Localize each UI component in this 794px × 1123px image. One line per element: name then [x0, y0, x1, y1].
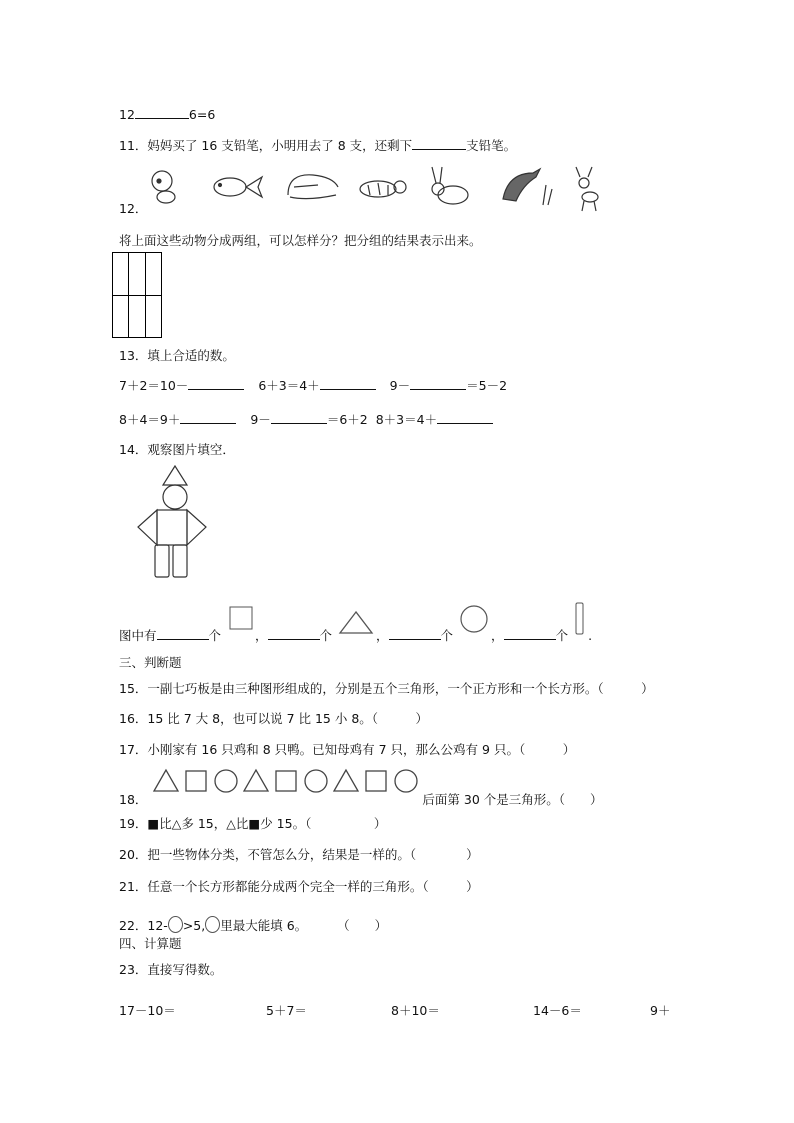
rectangle-icon — [572, 626, 588, 640]
triangle-icon — [334, 770, 358, 791]
q11-number: 11． — [119, 138, 148, 153]
unit: 个 — [555, 628, 569, 643]
filled-square-icon: ■ — [248, 816, 261, 831]
calc-item: 14－6＝ — [533, 1003, 582, 1018]
unit: 个 — [208, 628, 222, 643]
right-leg-rectangle — [173, 545, 187, 577]
comma: ， — [376, 628, 389, 643]
q12-number: 12． — [119, 201, 148, 216]
animal-pictures — [148, 165, 608, 215]
right-arm-triangle — [187, 510, 206, 545]
q13-row-2 — [119, 410, 493, 428]
shape-figure — [130, 463, 230, 583]
dolphin-icon — [503, 169, 552, 205]
circle-icon — [215, 770, 237, 792]
section-judgment-title: 三、判断题 — [119, 655, 182, 670]
triangle-icon — [154, 770, 178, 791]
grouping-grid[interactable] — [112, 252, 162, 338]
eq-text: 9－ — [389, 378, 411, 393]
section-calc-title: 四、计算题 — [119, 936, 182, 951]
q22-text: 里最大能填 6。 — [220, 918, 308, 933]
unit: 个 — [440, 628, 454, 643]
q19-number: 19． — [119, 816, 148, 831]
triangle-icon — [336, 626, 376, 640]
monkey-icon — [152, 171, 175, 203]
lead-text: 图中有 — [119, 628, 157, 643]
calc-item: 8＋10＝ — [391, 1003, 440, 1018]
q10-blank[interactable] — [135, 106, 189, 119]
period: . — [588, 628, 593, 643]
q10-left: 12 — [119, 107, 135, 122]
triangle-count-blank[interactable] — [268, 627, 320, 640]
text: 比 — [159, 816, 172, 831]
eq-text: 9－ — [250, 412, 271, 427]
eq-text: ＝5－2 — [466, 378, 508, 393]
hat-triangle — [163, 466, 187, 485]
eq-text: 8＋3＝4＋ — [375, 412, 438, 427]
text: 比 — [235, 816, 249, 831]
shape-pattern — [147, 790, 422, 804]
fish-icon — [214, 177, 262, 197]
question-15: 15．一副七巧板是由三种图形组成的，分别是五个三角形，一个正方形和一个长方形。（ ） — [119, 681, 654, 696]
question-16: 16．15 比 7 大 8，也可以说 7 比 15 小 8。（ ） — [119, 711, 429, 726]
filled-square-icon: ■ — [147, 816, 160, 831]
q13-row-1 — [119, 376, 507, 394]
circle-count-blank[interactable] — [389, 627, 441, 640]
eq-text: 8＋4＝9＋ — [119, 412, 181, 427]
question-17: 17．小刚家有 16 只鸡和 8 只鸭。已知母鸡有 7 只，那么公鸡有 9 只。（ ） — [119, 742, 576, 757]
q10-right: 6=6 — [188, 107, 216, 122]
shrimp-icon — [288, 175, 338, 199]
question-20: 20．把一些物体分类，不管怎么分，结果是一样的。（ ） — [119, 847, 479, 862]
q18-number: 18． — [119, 792, 148, 807]
text: 少 15。（ ） — [260, 816, 387, 831]
eq-text: 7＋2＝10－ — [119, 378, 189, 393]
rectangle-count-blank[interactable] — [504, 627, 556, 640]
square-count-blank[interactable] — [157, 627, 209, 640]
head-circle — [163, 485, 187, 509]
left-arm-triangle — [138, 510, 157, 545]
triangle-icon: △ — [171, 816, 182, 831]
rabbit-icon — [432, 167, 468, 204]
text: 多 15， — [181, 816, 227, 831]
circle-icon — [168, 916, 183, 933]
square-icon — [366, 771, 386, 791]
circle-icon — [305, 770, 327, 792]
q12-prompt: 将上面这些动物分成两组，可以怎样分？把分组的结果表示出来。 — [119, 233, 482, 248]
q22-text: 22．12- — [119, 918, 168, 933]
square-icon — [186, 771, 206, 791]
question-18 — [119, 790, 603, 808]
q10-tail — [119, 106, 215, 122]
answer-blank[interactable] — [180, 411, 236, 424]
calc-item: 5＋7＝ — [266, 1003, 307, 1018]
answer-blank[interactable] — [188, 377, 244, 390]
question-19 — [119, 814, 386, 832]
q13-title: 13．填上合适的数。 — [119, 348, 235, 363]
eq-text: 6＋3＝4＋ — [258, 378, 320, 393]
comma: ， — [255, 628, 268, 643]
triangle-icon — [244, 770, 268, 791]
q18-text: 后面第 30 个是三角形。（ ） — [422, 792, 603, 807]
tiger-icon — [360, 181, 406, 197]
circle-icon — [205, 916, 220, 933]
q11-text-end: 支铅笔。 — [466, 138, 517, 153]
square-icon — [276, 771, 296, 791]
q14-fill — [119, 626, 592, 644]
answer-blank[interactable] — [271, 411, 327, 424]
q14-title: 14．观察图片填空． — [119, 442, 235, 457]
triangle-icon: △ — [226, 816, 236, 831]
answer-blank[interactable] — [437, 411, 493, 424]
square-icon — [225, 626, 255, 640]
body-square — [157, 510, 187, 545]
circle-icon — [457, 626, 491, 640]
eq-text: ＝6＋2 — [326, 412, 368, 427]
deer-icon — [576, 167, 598, 211]
q22-paren: （ ） — [337, 918, 388, 933]
q11-text: 妈妈买了 16 支铅笔，小明用去了 8 支，还剩下 — [147, 138, 413, 153]
calc-item: 17－10＝ — [119, 1003, 176, 1018]
question-22 — [119, 916, 387, 934]
unit: 个 — [319, 628, 333, 643]
answer-blank[interactable] — [320, 377, 376, 390]
circle-icon — [395, 770, 417, 792]
q11-blank[interactable] — [412, 137, 466, 150]
q22-text: >5, — [182, 918, 206, 933]
comma: ， — [491, 628, 504, 643]
answer-blank[interactable] — [410, 377, 466, 390]
question-11 — [119, 136, 516, 154]
q23-title: 23．直接写得数。 — [119, 962, 223, 977]
left-leg-rectangle — [155, 545, 169, 577]
calc-item: 9＋ — [650, 1003, 671, 1018]
question-21: 21．任意一个长方形都能分成两个完全一样的三角形。（ ） — [119, 879, 479, 894]
